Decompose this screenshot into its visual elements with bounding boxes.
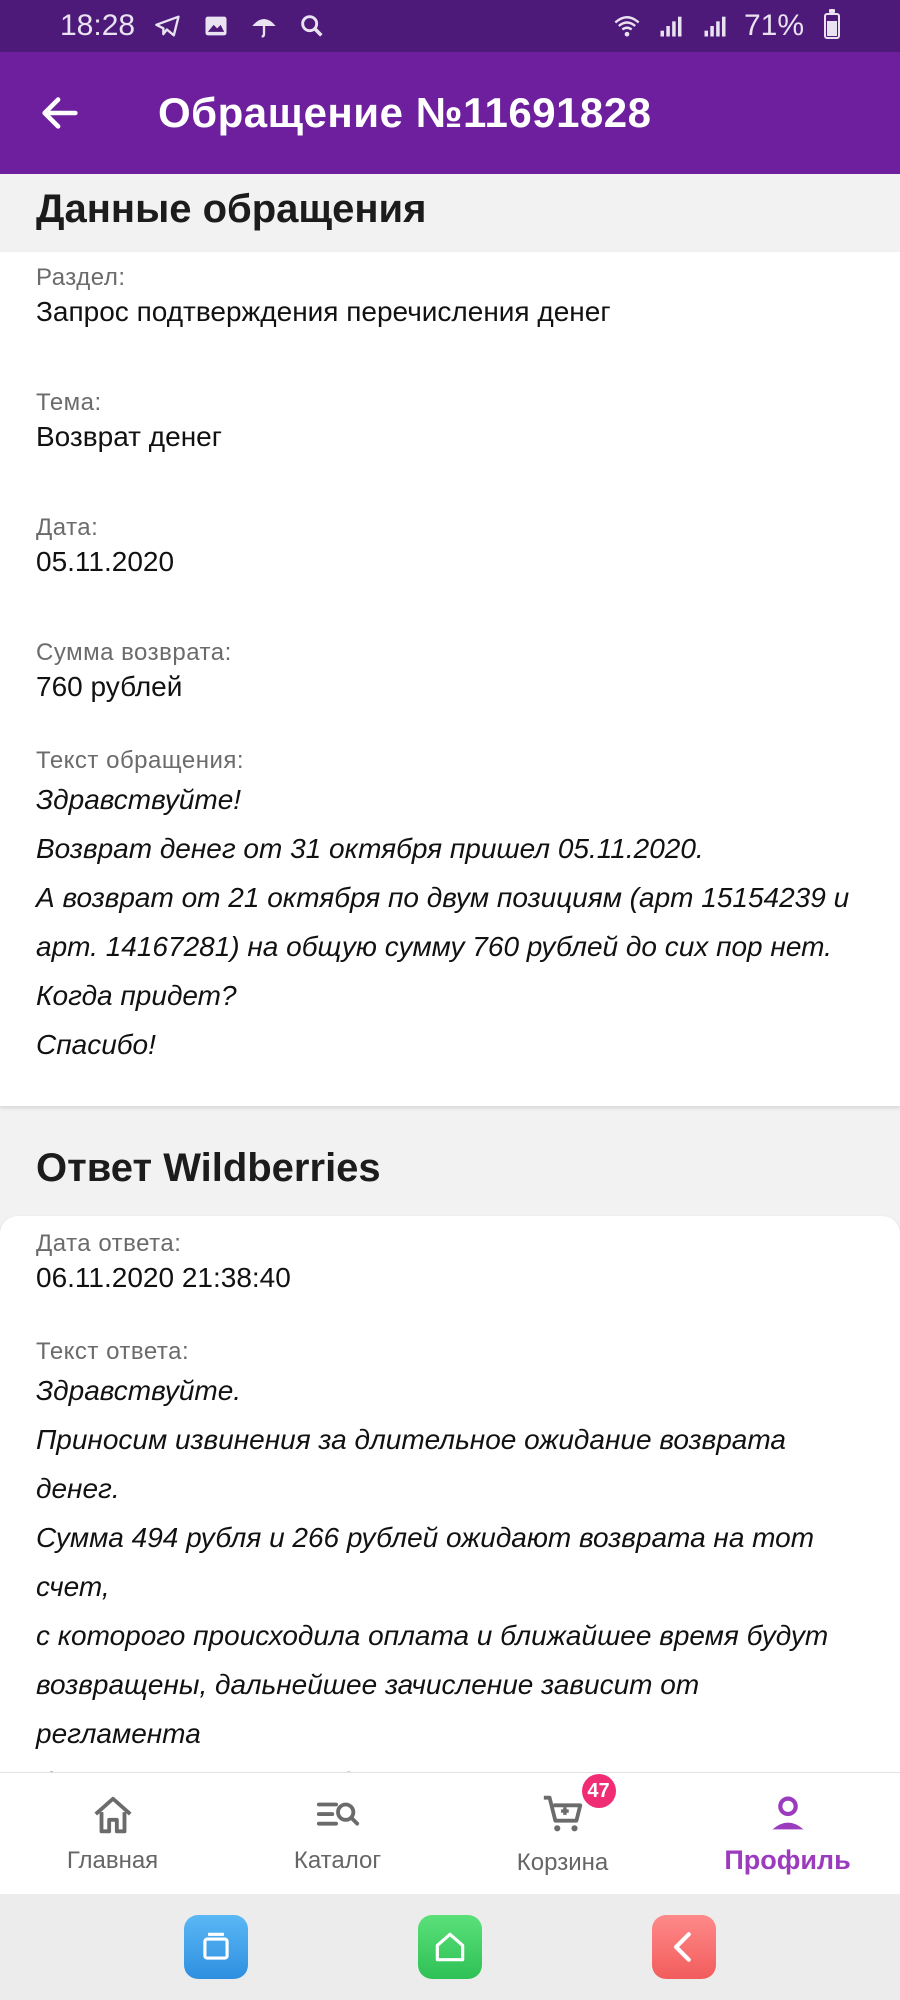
- cart-icon-wrap: [540, 1779, 610, 1841]
- request-text-field: [36, 747, 864, 1069]
- home-outline-icon: [431, 1928, 469, 1966]
- recent-apps-icon: [197, 1928, 235, 1966]
- answer-text-line: Здравствуйте.: [36, 1375, 242, 1406]
- system-nav-bar: [0, 1894, 900, 2000]
- topic-value: Возврат денег: [36, 421, 222, 452]
- request-text-line: А возврат от 21 октября по двум позициям (арт 15154239 и: [36, 882, 850, 913]
- answer-text-label: Текст ответа:: [36, 1338, 190, 1365]
- request-text-line: Здравствуйте!: [36, 784, 242, 815]
- gallery-icon: [201, 11, 231, 41]
- amount-label: Сумма возврата:: [36, 639, 232, 666]
- date-label: Дата:: [36, 514, 99, 541]
- nav-label-catalog: Каталог: [293, 1846, 382, 1874]
- section-field: [36, 264, 864, 389]
- date-value: 05.11.2020: [36, 546, 175, 577]
- nav-label-cart: Корзина: [516, 1849, 609, 1876]
- amount-value: 760 рублей: [36, 671, 183, 702]
- answer-text-line: Сумма 494 рубля и 266 рублей ожидают возврата на тот счет,: [36, 1522, 815, 1602]
- amount-field: [36, 639, 864, 747]
- app-bar: [0, 52, 900, 174]
- request-section-heading: Данные обращения: [36, 187, 427, 231]
- request-card: [0, 252, 900, 1106]
- back-button[interactable]: [0, 52, 120, 174]
- chevron-left-icon: [665, 1928, 703, 1966]
- section-label: Раздел:: [36, 264, 126, 291]
- request-text-line: Спасибо!: [36, 1029, 156, 1060]
- answer-text-line: возвращены, дальнейшее зачисление зависит от регламента: [36, 1669, 700, 1749]
- nav-item-cart[interactable]: [450, 1773, 675, 1894]
- answer-text-line: с которого происходила оплата и ближайшее время будут: [36, 1620, 829, 1651]
- answer-card: [0, 1216, 900, 1816]
- nav-label-home: Главная: [66, 1846, 159, 1874]
- status-bar: [0, 0, 900, 52]
- request-text-line: Возврат денег от 31 октября пришел 05.11.2020.: [36, 833, 704, 864]
- arrow-left-icon: [37, 90, 83, 136]
- signal-icon: [700, 11, 730, 41]
- answer-date-field: [36, 1230, 864, 1338]
- nav-item-profile[interactable]: [675, 1773, 900, 1894]
- cart-icon: [540, 1790, 586, 1836]
- answer-section-heading: Ответ Wildberries: [36, 1146, 381, 1190]
- date-field: [36, 514, 864, 639]
- bottom-nav: [0, 1772, 900, 1894]
- status-left: [60, 9, 327, 43]
- topic-field: [36, 389, 864, 514]
- status-right: [612, 9, 840, 43]
- request-text-line: арт. 14167281) на общую сумму 760 рублей до сих пор нет.: [36, 931, 832, 962]
- answer-date-value: 06.11.2020 21:38:40: [36, 1262, 291, 1293]
- nav-item-home[interactable]: [0, 1773, 225, 1894]
- telegram-icon: [153, 11, 183, 41]
- battery-icon: [824, 13, 840, 39]
- home-icon: [90, 1793, 136, 1839]
- umbrella-icon: [249, 11, 279, 41]
- nav-label-profile: Профиль: [724, 1845, 851, 1875]
- nav-item-catalog[interactable]: [225, 1773, 450, 1894]
- status-time: 18:28: [60, 9, 136, 42]
- cart-count-badge: 47: [582, 1774, 616, 1808]
- signal-icon: [656, 11, 686, 41]
- content[interactable]: [0, 174, 900, 1816]
- wifi-icon: [612, 11, 642, 41]
- search-icon: [297, 11, 327, 41]
- request-text-line: Когда придет?: [36, 980, 237, 1011]
- page-title: Обращение №11691828: [158, 89, 652, 136]
- answer-text-line: Приносим извинения за длительное ожидание возврата денег.: [36, 1424, 786, 1504]
- topic-label: Тема:: [36, 389, 102, 416]
- section-value: Запрос подтверждения перечисления денег: [36, 296, 611, 327]
- recent-apps-button[interactable]: [184, 1915, 248, 1979]
- battery-percent: 71%: [743, 9, 804, 42]
- home-system-button[interactable]: [418, 1915, 482, 1979]
- profile-icon: [765, 1791, 811, 1837]
- request-text: [36, 775, 864, 1069]
- request-text-label: Текст обращения:: [36, 747, 245, 774]
- answer-date-label: Дата ответа:: [36, 1230, 182, 1257]
- back-system-button[interactable]: [652, 1915, 716, 1979]
- catalog-search-icon: [315, 1793, 361, 1839]
